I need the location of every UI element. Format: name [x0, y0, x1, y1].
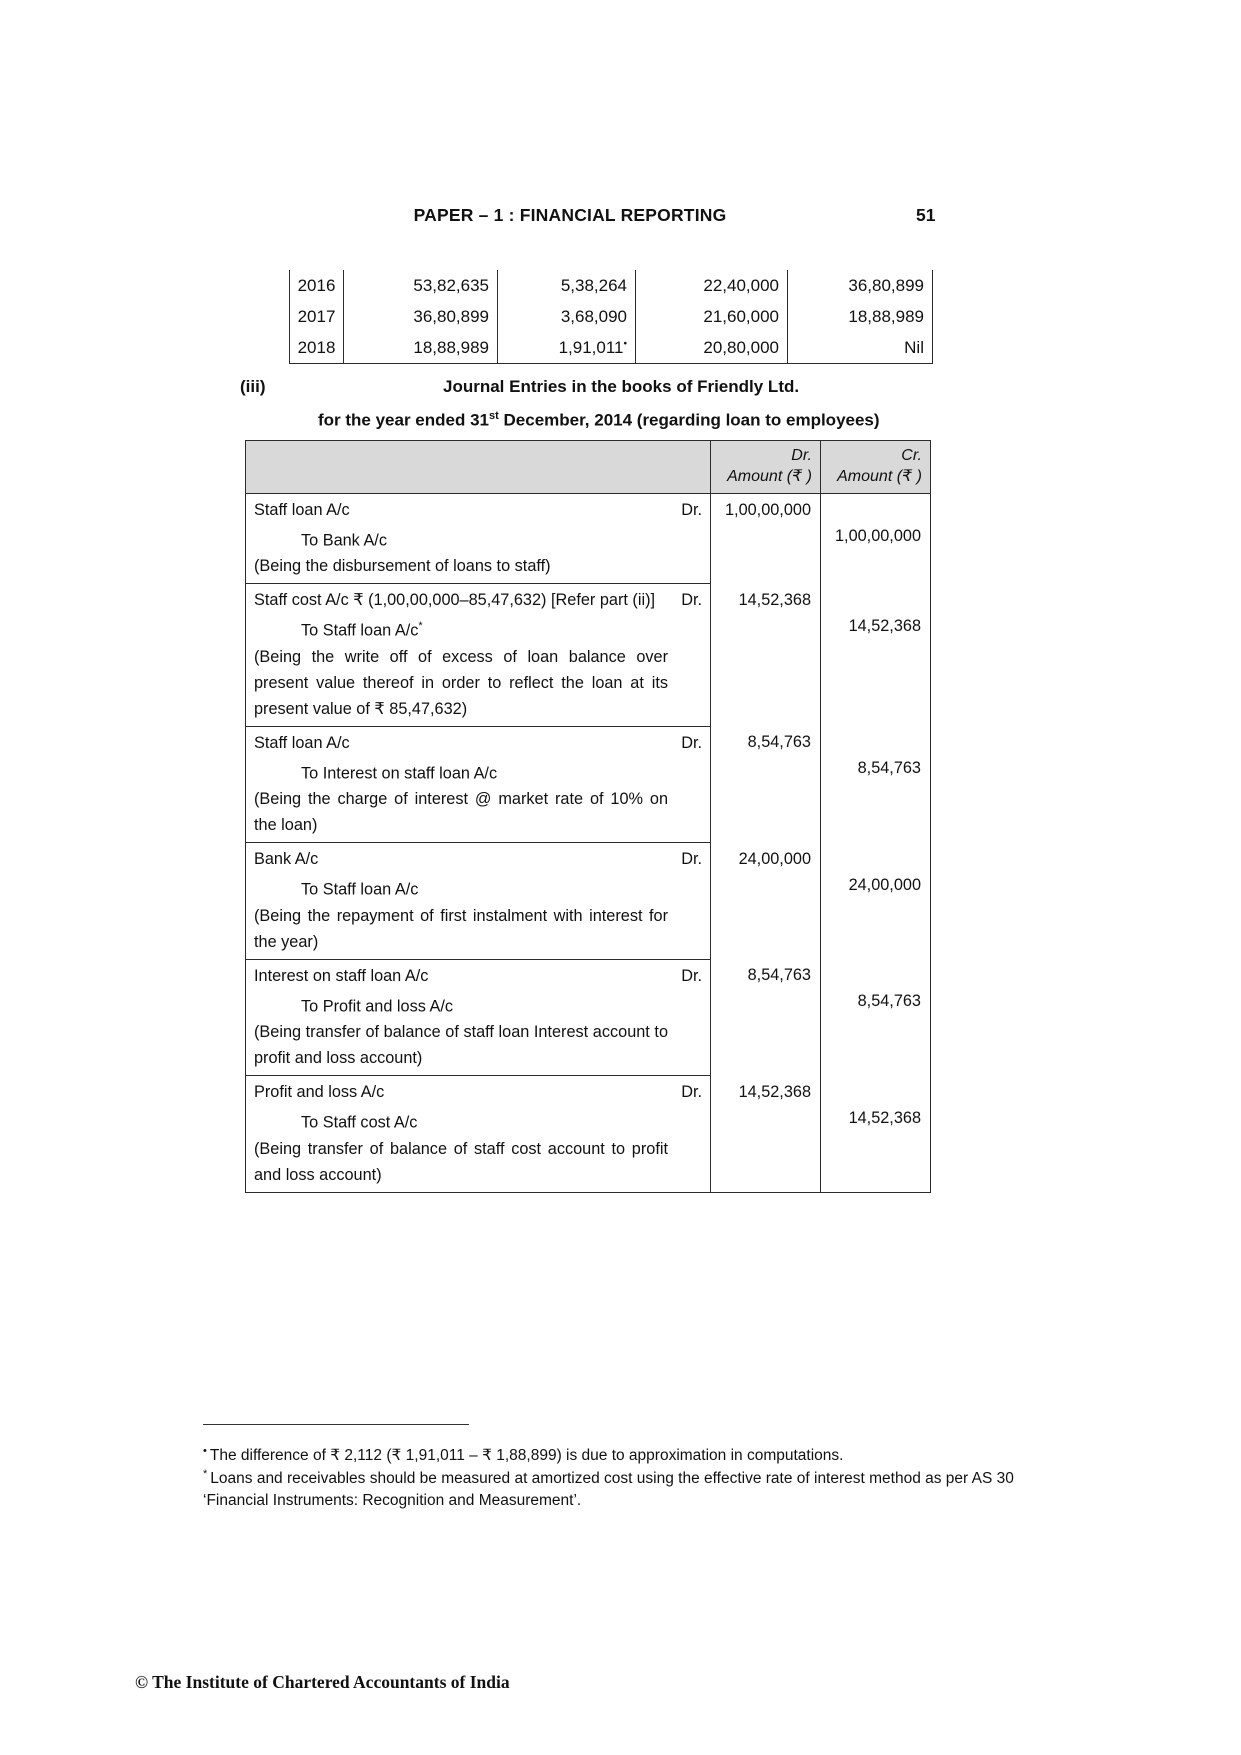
narration: (Being the write off of excess of loan balance over present value thereof in order to reflect the loan at its present value of ₹ 85,47,632) — [254, 647, 668, 718]
credit-amount-cell — [821, 584, 931, 726]
amount-cell: 22,40,000 — [636, 270, 788, 301]
page-number: 51 — [916, 205, 936, 225]
dr-amount-header-cell — [711, 441, 821, 494]
debit-amount: 8,54,763 — [747, 966, 811, 985]
footnote-divider — [203, 1424, 469, 1425]
credit-account: To Profit and loss A/c — [301, 997, 454, 1016]
debit-amount-cell — [711, 726, 821, 842]
dr-indicator: Dr. — [681, 733, 702, 752]
debit-line — [254, 1079, 702, 1105]
cr-amount-header-cell — [821, 441, 931, 494]
loan-amortization-table — [289, 270, 933, 364]
journal-header-row — [246, 441, 931, 494]
credit-amount: 24,00,000 — [848, 875, 921, 894]
dr-indicator: Dr. — [681, 1083, 702, 1102]
amount-cell: 20,80,000 — [636, 332, 788, 364]
credit-account: To Bank A/c — [301, 531, 387, 550]
journal-entry-row — [246, 959, 931, 1075]
amount-cell: 18,88,989 — [788, 301, 933, 332]
credit-amount: 1,00,00,000 — [834, 527, 921, 545]
year-cell: 2016 — [290, 270, 344, 301]
credit-amount: 14,52,368 — [848, 616, 921, 635]
debit-amount-cell — [711, 584, 821, 726]
credit-account: To Staff loan A/c — [301, 880, 419, 899]
entry-particulars — [246, 1076, 711, 1192]
footnote-text: Loans and receivables should be measured at amortized cost using the effective rate of interest method as per AS 30 ‘Financial Instruments: Recognition and Measurement’. — [203, 1470, 1014, 1510]
credit-amount-cell — [821, 959, 931, 1075]
section-marker: (iii) — [240, 377, 266, 396]
narration: (Being transfer of balance of staff loan Interest account to profit and loss account) — [254, 1023, 668, 1068]
amount-cell: 53,82,635 — [344, 270, 498, 301]
debit-amount: 1,00,00,000 — [724, 501, 811, 519]
entry-particulars — [246, 959, 711, 1075]
debit-line — [254, 497, 702, 523]
dr-indicator: Dr. — [681, 966, 702, 985]
debit-amount: 24,00,000 — [738, 849, 811, 868]
footnote-marker: * — [418, 620, 423, 633]
credit-line — [254, 756, 702, 786]
debit-line — [254, 963, 702, 989]
debit-amount: 8,54,763 — [747, 733, 811, 752]
debit-account: Staff loan A/c — [254, 733, 350, 752]
particulars-header-cell — [246, 441, 711, 494]
credit-amount: 8,54,763 — [857, 992, 921, 1011]
year-cell: 2018 — [290, 332, 344, 364]
debit-account: Staff cost A/c ₹ (1,00,00,000–85,47,632) [Refer part (ii)] — [254, 591, 656, 610]
journal-entry-row — [246, 494, 931, 584]
debit-line — [254, 846, 702, 872]
copyright-notice: © The Institute of Chartered Accountants of India — [135, 1672, 510, 1692]
debit-account: Staff loan A/c — [254, 501, 350, 519]
amount-cell: 36,80,899 — [788, 270, 933, 301]
amount-cell: 36,80,899 — [344, 301, 498, 332]
amount-cell: 21,60,000 — [636, 301, 788, 332]
cr-amount-label: Amount (₹ ) — [837, 468, 922, 485]
credit-amount-cell — [821, 494, 931, 584]
amount-value: 3,68,090 — [560, 306, 627, 326]
footnote-marker: • — [203, 1445, 207, 1457]
debit-account: Interest on staff loan A/c — [254, 966, 429, 985]
credit-account: To Interest on staff loan A/c — [301, 764, 498, 783]
table-row — [290, 332, 933, 364]
table-row — [290, 270, 933, 301]
entry-particulars — [246, 584, 711, 726]
narration: (Being the repayment of first instalment with interest for the year) — [254, 906, 668, 951]
credit-amount-cell — [821, 726, 931, 842]
credit-account: To Staff loan A/c — [301, 621, 419, 640]
debit-account: Bank A/c — [254, 850, 319, 869]
debit-amount: 14,52,368 — [738, 590, 811, 609]
section-subtitle — [318, 410, 880, 431]
credit-line — [254, 523, 702, 553]
section-title: Journal Entries in the books of Friendly Ltd. — [443, 377, 800, 396]
journal-entry-row — [246, 726, 931, 842]
entry-particulars — [246, 843, 711, 959]
journal-entry-row — [246, 1076, 931, 1192]
entry-particulars — [246, 494, 711, 584]
amount-cell — [498, 332, 636, 364]
credit-amount-cell — [821, 1076, 931, 1192]
year-cell: 2017 — [290, 301, 344, 332]
debit-amount-cell — [711, 959, 821, 1075]
debit-line — [254, 587, 702, 613]
footnote-text: The difference of ₹ 2,112 (₹ 1,91,011 – ₹ 1,88,899) is due to approximation in computations. — [209, 1447, 844, 1465]
dr-label: Dr. — [791, 447, 812, 464]
footnote-marker: • — [623, 337, 627, 349]
credit-amount: 8,54,763 — [857, 759, 921, 778]
amount-cell: Nil — [788, 332, 933, 364]
journal-entries-table — [245, 440, 931, 1193]
debit-amount-cell — [711, 1076, 821, 1192]
dr-amount-label: Amount (₹ ) — [727, 468, 812, 485]
subtitle-text: December, 2014 (regarding loan to employees) — [498, 410, 880, 430]
journal-entry-row — [246, 843, 931, 959]
entry-particulars — [246, 726, 711, 842]
table-row — [290, 301, 933, 332]
footnote-marker: * — [203, 1468, 208, 1480]
narration: (Being the disbursement of loans to staff) — [254, 557, 551, 576]
amount-cell: 18,88,989 — [344, 332, 498, 364]
debit-amount: 14,52,368 — [738, 1082, 811, 1101]
credit-amount-cell — [821, 843, 931, 959]
debit-line — [254, 730, 702, 756]
credit-account: To Staff cost A/c — [301, 1113, 418, 1132]
amount-cell — [498, 301, 636, 332]
credit-line — [254, 1105, 702, 1135]
page-header-title: PAPER – 1 : FINANCIAL REPORTING — [413, 205, 727, 225]
dr-indicator: Dr. — [681, 850, 702, 869]
credit-line — [254, 613, 702, 643]
dr-indicator: Dr. — [681, 591, 702, 610]
subtitle-text: for the year ended 31 — [318, 410, 490, 430]
journal-entry-row — [246, 584, 931, 726]
debit-account: Profit and loss A/c — [254, 1083, 385, 1102]
amount-value: 5,38,264 — [560, 275, 627, 295]
credit-line — [254, 989, 702, 1019]
debit-amount-cell — [711, 494, 821, 584]
cr-label: Cr. — [901, 447, 922, 464]
footnote — [203, 1463, 1043, 1512]
narration: (Being transfer of balance of staff cost account to profit and loss account) — [254, 1139, 668, 1184]
credit-line — [254, 872, 702, 902]
narration: (Being the charge of interest @ market rate of 10% on the loan) — [254, 790, 668, 835]
amount-cell — [498, 270, 636, 301]
ordinal-superscript: st — [489, 410, 499, 422]
debit-amount-cell — [711, 843, 821, 959]
credit-amount: 14,52,368 — [848, 1108, 921, 1127]
amount-value: 1,91,011 — [558, 337, 624, 357]
dr-indicator: Dr. — [681, 501, 702, 519]
